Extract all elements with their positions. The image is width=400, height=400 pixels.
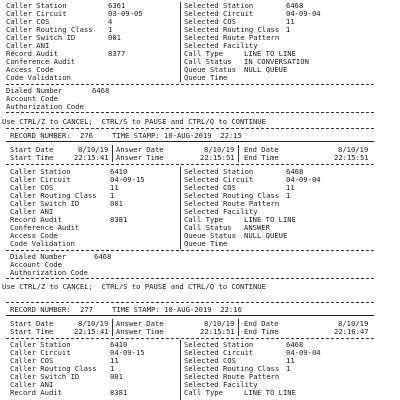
label-access-code: Access Code: [10, 231, 58, 240]
label-caller-cos: Caller COS: [10, 356, 54, 365]
divider: [6, 112, 374, 113]
column-divider: [180, 340, 181, 400]
divider: [6, 315, 374, 316]
label-queue-time: Queue Time: [184, 239, 228, 248]
value-call-type: LINE TO LINE: [244, 215, 296, 224]
divider: [6, 338, 374, 339]
divider: [6, 250, 374, 251]
label-selected-route-pattern: Selected Route Pattern: [184, 199, 280, 208]
value-time-stamp: 10-AUG-2019 22:15: [164, 131, 242, 140]
label-caller-routing-class: Caller Routing Class: [6, 25, 93, 34]
label-caller-ani: Caller ANI: [10, 380, 54, 389]
label-selected-cos: Selected COS: [184, 356, 236, 365]
label-start-time: Start Time: [10, 327, 54, 336]
value-caller-cos: 4: [108, 17, 113, 26]
label-end-time: End Time: [244, 153, 279, 162]
label-call-type: Call Type: [184, 215, 223, 224]
value-caller-routing-class: 1: [110, 364, 115, 373]
label-selected-circuit: Selected Circuit: [184, 175, 254, 184]
value-dialed-number: 6468: [94, 252, 112, 261]
label-caller-switch-id: Caller Switch ID: [10, 199, 80, 208]
label-end-date: End Date: [244, 319, 279, 328]
value-call-type: LINE TO LINE: [244, 388, 296, 397]
label-record-number: RECORD NUMBER:: [10, 305, 71, 314]
value-queue-status: NULL QUEUE: [244, 65, 288, 74]
label-account-code: Account Code: [10, 260, 62, 269]
value-end-time: 22:16:47: [334, 327, 369, 336]
label-conference-audit: Conference Audit: [10, 223, 80, 232]
value-selected-routing-class: 1: [286, 191, 291, 200]
value-caller-switch-id: 001: [110, 199, 123, 208]
value-call-type: LINE TO LINE: [244, 49, 296, 58]
label-caller-switch-id: Caller Switch ID: [6, 33, 76, 42]
value-selected-cos: 11: [286, 183, 295, 192]
label-dialed-number: Dialed Number: [6, 86, 63, 95]
label-record-number: RECORD NUMBER:: [10, 131, 71, 140]
value-start-date: 8/10/19: [78, 319, 109, 328]
continue-message: Use CTRL/Z to CANCEL; CTRL/S to PAUSE and CTRL/Q to CONTINUE: [2, 282, 266, 291]
value-start-time: 22:15:41: [74, 153, 109, 162]
label-caller-circuit: Caller Circuit: [6, 9, 67, 18]
divider: [6, 84, 374, 85]
divider: [6, 141, 374, 142]
label-selected-station: Selected Station: [184, 167, 254, 176]
label-access-code: Access Code: [6, 65, 54, 74]
value-answer-time: 22:15:51: [200, 153, 235, 162]
label-answer-time: Answer Time: [116, 327, 164, 336]
value-caller-circuit: 04-09-15: [110, 175, 145, 184]
label-queue-status: Queue Status: [184, 65, 236, 74]
value-record-audit: 8377: [108, 49, 126, 58]
label-selected-circuit: Selected Circuit: [184, 9, 254, 18]
label-start-time: Start Time: [10, 153, 54, 162]
value-answer-date: 8/10/19: [204, 145, 235, 154]
label-selected-routing-class: Selected Routing Class: [184, 364, 280, 373]
label-selected-circuit: Selected Circuit: [184, 348, 254, 357]
value-caller-switch-id: 001: [110, 372, 123, 381]
label-call-status: Call Status: [184, 223, 232, 232]
label-caller-station: Caller Station: [6, 1, 67, 10]
value-selected-station: 6468: [286, 1, 304, 10]
label-caller-cos: Caller COS: [10, 183, 54, 192]
label-answer-date: Answer Date: [116, 145, 164, 154]
column-divider: [238, 145, 239, 162]
value-end-time: 22:15:51: [334, 153, 369, 162]
label-authorization-code: Authorization Code: [6, 102, 84, 111]
label-account-code: Account Code: [6, 94, 58, 103]
label-caller-routing-class: Caller Routing Class: [10, 191, 97, 200]
label-call-type: Call Type: [184, 388, 223, 397]
value-answer-date: 8/10/19: [204, 319, 235, 328]
value-queue-status: NULL QUEUE: [244, 231, 288, 240]
value-dialed-number: 6468: [92, 86, 110, 95]
value-selected-routing-class: 1: [286, 25, 291, 34]
label-answer-time: Answer Time: [116, 153, 164, 162]
value-record-number: 277: [80, 305, 93, 314]
value-selected-station: 6468: [286, 167, 304, 176]
value-caller-station: 6410: [110, 167, 128, 176]
label-time-stamp: TIME STAMP:: [112, 305, 160, 314]
column-divider: [112, 319, 113, 336]
label-code-validation: Code Validation: [6, 73, 71, 82]
divider: [6, 278, 374, 279]
value-selected-cos: 11: [286, 356, 295, 365]
label-selected-cos: Selected COS: [184, 17, 236, 26]
label-selected-station: Selected Station: [184, 1, 254, 10]
value-caller-cos: 11: [110, 356, 119, 365]
column-divider: [112, 145, 113, 162]
label-start-date: Start Date: [10, 145, 54, 154]
value-selected-cos: 11: [286, 17, 295, 26]
label-call-type: Call Type: [184, 49, 223, 58]
value-record-audit: 8381: [110, 215, 128, 224]
label-selected-route-pattern: Selected Route Pattern: [184, 33, 280, 42]
label-start-date: Start Date: [10, 319, 54, 328]
value-selected-circuit: 04-09-04: [286, 348, 321, 357]
value-record-number: 276: [80, 131, 93, 140]
label-time-stamp: TIME STAMP:: [112, 131, 160, 140]
value-caller-cos: 11: [110, 183, 119, 192]
value-call-status: IN CONVERSATION: [244, 57, 309, 66]
label-selected-facility: Selected Facility: [184, 207, 258, 216]
label-caller-ani: Caller ANI: [10, 207, 54, 216]
label-queue-time: Queue Time: [184, 73, 228, 82]
label-selected-routing-class: Selected Routing Class: [184, 191, 280, 200]
value-end-date: 8/10/19: [338, 145, 369, 154]
value-caller-routing-class: 1: [108, 25, 113, 34]
value-answer-time: 22:15:51: [200, 327, 235, 336]
divider: [6, 164, 374, 165]
label-call-status: Call Status: [184, 57, 232, 66]
value-selected-station: 6468: [286, 340, 304, 349]
value-caller-circuit: 04-09-15: [110, 348, 145, 357]
label-selected-facility: Selected Facility: [184, 380, 258, 389]
value-caller-routing-class: 1: [110, 191, 115, 200]
label-code-validation: Code Validation: [10, 239, 75, 248]
value-time-stamp: 10-AUG-2019 22:16: [164, 305, 242, 314]
column-divider: [238, 319, 239, 336]
label-record-audit: Record Audit: [10, 388, 62, 397]
label-caller-circuit: Caller Circuit: [10, 348, 71, 357]
label-caller-station: Caller Station: [10, 340, 71, 349]
label-conference-audit: Conference Audit: [6, 57, 76, 66]
label-authorization-code: Authorization Code: [10, 268, 88, 277]
value-caller-station: 6410: [110, 340, 128, 349]
label-caller-station: Caller Station: [10, 167, 71, 176]
value-selected-circuit: 04-09-04: [286, 175, 321, 184]
label-end-time: End Time: [244, 327, 279, 336]
value-caller-switch-id: 001: [108, 33, 121, 42]
divider: [6, 128, 374, 129]
label-caller-switch-id: Caller Switch ID: [10, 372, 80, 381]
label-caller-routing-class: Caller Routing Class: [10, 364, 97, 373]
label-caller-cos: Caller COS: [6, 17, 50, 26]
value-selected-circuit: 04-09-04: [286, 9, 321, 18]
column-divider: [180, 167, 181, 249]
label-answer-date: Answer Date: [116, 319, 164, 328]
value-caller-circuit: 03-09-05: [108, 9, 143, 18]
value-call-status: ANSWER: [244, 223, 270, 232]
continue-message: Use CTRL/Z to CANCEL; CTRL/S to PAUSE and CTRL/Q to CONTINUE: [2, 117, 266, 126]
label-record-audit: Record Audit: [6, 49, 58, 58]
label-caller-ani: Caller ANI: [6, 41, 50, 50]
value-end-date: 8/10/19: [338, 319, 369, 328]
label-record-audit: Record Audit: [10, 215, 62, 224]
column-divider: [180, 2, 181, 82]
divider: [6, 302, 374, 303]
label-selected-station: Selected Station: [184, 340, 254, 349]
label-end-date: End Date: [244, 145, 279, 154]
value-selected-routing-class: 1: [286, 364, 291, 373]
label-selected-route-pattern: Selected Route Pattern: [184, 372, 280, 381]
value-start-date: 8/10/19: [78, 145, 109, 154]
label-dialed-number: Dialed Number: [10, 252, 67, 261]
label-queue-status: Queue Status: [184, 231, 236, 240]
value-caller-station: 6361: [108, 1, 126, 10]
value-start-time: 22:15:41: [74, 327, 109, 336]
label-selected-routing-class: Selected Routing Class: [184, 25, 280, 34]
value-record-audit: 8381: [110, 388, 128, 397]
label-selected-cos: Selected COS: [184, 183, 236, 192]
label-selected-facility: Selected Facility: [184, 41, 258, 50]
label-caller-circuit: Caller Circuit: [10, 175, 71, 184]
